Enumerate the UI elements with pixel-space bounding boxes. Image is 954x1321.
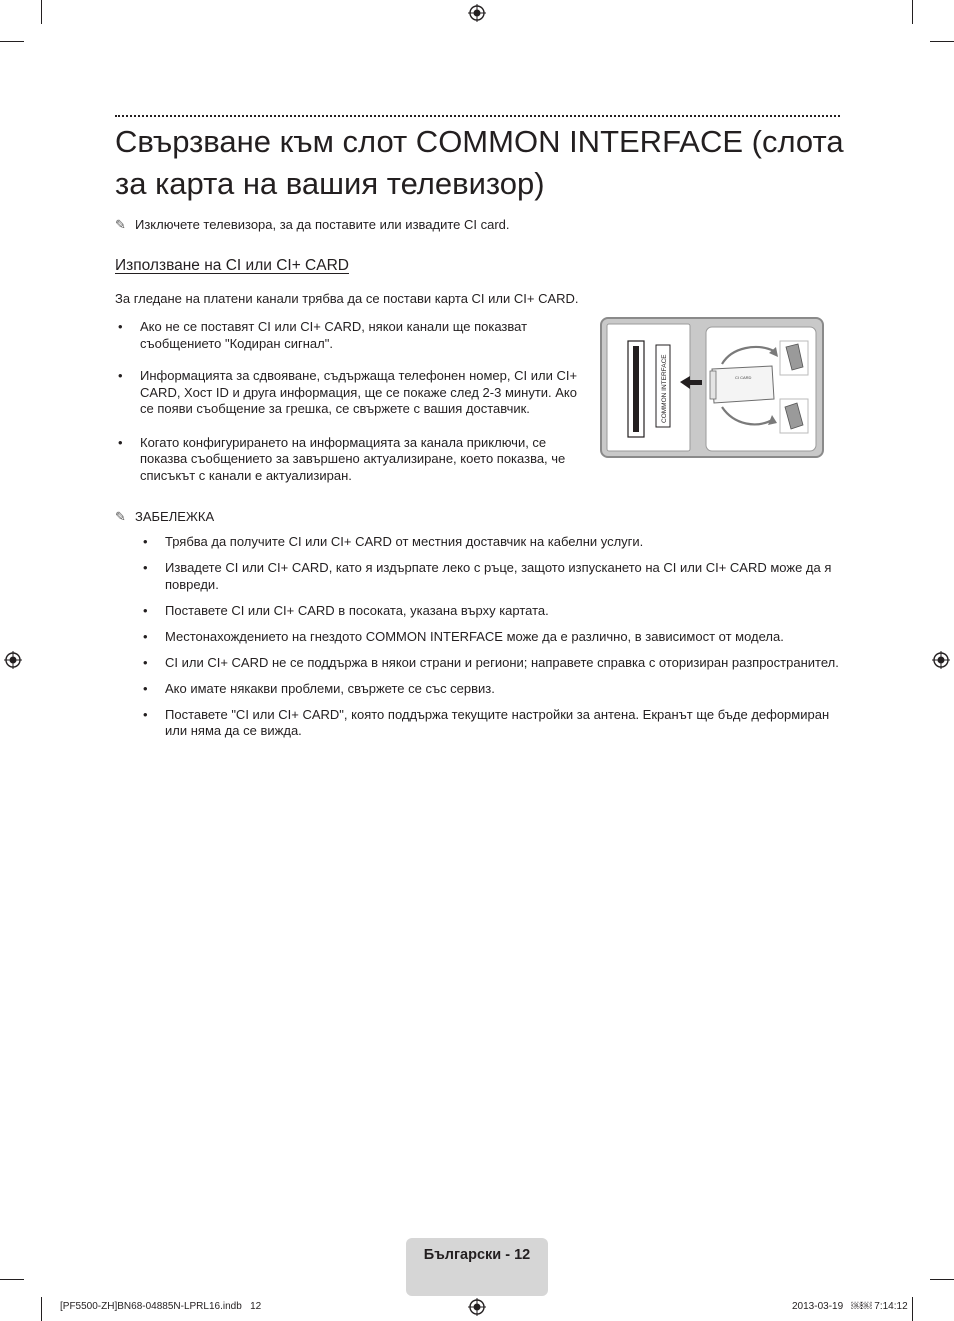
- list-item: [143, 602, 845, 620]
- list-item: [118, 434, 580, 485]
- crop-mark: [0, 41, 24, 42]
- bullet-icon: •: [143, 654, 148, 670]
- list-item: [118, 319, 580, 352]
- intro-paragraph: За гледане на платени канали трябва да се постави карта CI или CI+ CARD.: [115, 291, 579, 306]
- list-item: [143, 654, 845, 672]
- page-number: Български - 12: [423, 1247, 531, 1263]
- bullet-icon: •: [143, 602, 148, 618]
- list-item-text: Информацията за сдвояване, съдържаща телефонен номер, CI или CI+ CARD, Хост ID и друга информация, ще се покаже след 2-3 минути. Ако се появи съобщение за грешка, се свържете с вашия доставчик.: [140, 368, 578, 416]
- pencil-icon: ✎: [115, 509, 126, 524]
- power-off-note: [115, 216, 510, 233]
- note-heading: [115, 508, 214, 525]
- registration-mark-icon: [468, 4, 486, 22]
- list-item-text: CI или CI+ CARD не се поддържа в някои страни и региони; направете справка с оторизиран разпространител.: [165, 654, 839, 670]
- section-heading: Използване на CI или CI+ CARD: [115, 257, 349, 274]
- registration-mark-icon: [468, 1298, 486, 1316]
- list-item-text: Извадете CI или CI+ CARD, като я издърпате леко с ръце, защото изпускането на CI или CI+ CARD може да я повреди.: [165, 560, 832, 592]
- list-item: [118, 368, 580, 418]
- list-item-text: Поставете CI или CI+ CARD в посоката, указана върху картата.: [165, 602, 549, 618]
- page-title: Свързване към слот COMMON INTERFACE (слота за карта на вашия телевизор): [115, 124, 844, 201]
- list-item-text: Ако имате някакви проблеми, свържете се със сервиз.: [165, 680, 495, 696]
- crop-mark: [41, 1297, 42, 1321]
- bullet-icon: •: [143, 628, 148, 644]
- ci-card-illustration: [600, 317, 824, 458]
- list-item: [143, 680, 845, 698]
- registration-mark-icon: [932, 651, 950, 669]
- list-item-text: Поставете "CI или CI+ CARD", която поддържа текущите настройки за антена. Екранът ще бъде деформиран или няма да се вижда.: [165, 706, 830, 738]
- bullet-icon: •: [143, 534, 148, 549]
- slot-label: COMMON INTERFACE: [661, 354, 668, 423]
- bullet-icon: •: [118, 368, 123, 383]
- crop-mark: [930, 41, 954, 42]
- bullet-icon: •: [143, 706, 148, 722]
- pencil-icon: ✎: [115, 217, 126, 232]
- note-heading-text: ЗАБЕЛЕЖКА: [135, 509, 215, 524]
- card-label: CI CARD: [735, 375, 752, 380]
- list-item: [143, 560, 845, 593]
- file-info: [PF5500-ZH]BN68-04885N-LPRL16.indb 12: [60, 1301, 262, 1312]
- list-item: [143, 534, 845, 551]
- crop-mark: [41, 0, 42, 24]
- list-item-text: Местонахождението на гнездото COMMON INTERFACE може да е различно, в зависимост от модела.: [165, 628, 784, 644]
- registration-mark-icon: [4, 651, 22, 669]
- crop-mark: [930, 1279, 954, 1280]
- list-item: [143, 706, 845, 740]
- crop-mark: [912, 1297, 913, 1321]
- list-item-text: Трябва да получите CI или CI+ CARD от местния доставчик на кабелни услуги.: [165, 534, 644, 549]
- list-item-text: Ако не се поставят CI или CI+ CARD, някои канали ще показват съобщението "Кодиран сигнал".: [140, 319, 528, 351]
- list-item: [143, 628, 845, 646]
- ci-card-diagram: [602, 319, 822, 456]
- note-bullet-list: [143, 534, 845, 749]
- bullet-icon: •: [143, 560, 148, 575]
- crop-mark: [912, 0, 913, 24]
- bullet-icon: •: [118, 319, 123, 334]
- bullet-icon: •: [118, 434, 123, 450]
- crop-mark: [0, 1279, 24, 1280]
- title-rule: [115, 115, 840, 117]
- usage-bullet-list: [118, 319, 580, 500]
- list-item-text: Когато конфигурирането на информацията за канала приключи, се показва съобщението за завършено актуализиране, което показва, че списъкът с канали е актуализиран.: [140, 434, 566, 483]
- power-off-note-text: Изключете телевизора, за да поставите или извадите CI card.: [135, 217, 510, 232]
- print-timestamp: 2013-03-19 ￼￼ 7:14:12: [792, 1301, 908, 1312]
- bullet-icon: •: [143, 680, 148, 696]
